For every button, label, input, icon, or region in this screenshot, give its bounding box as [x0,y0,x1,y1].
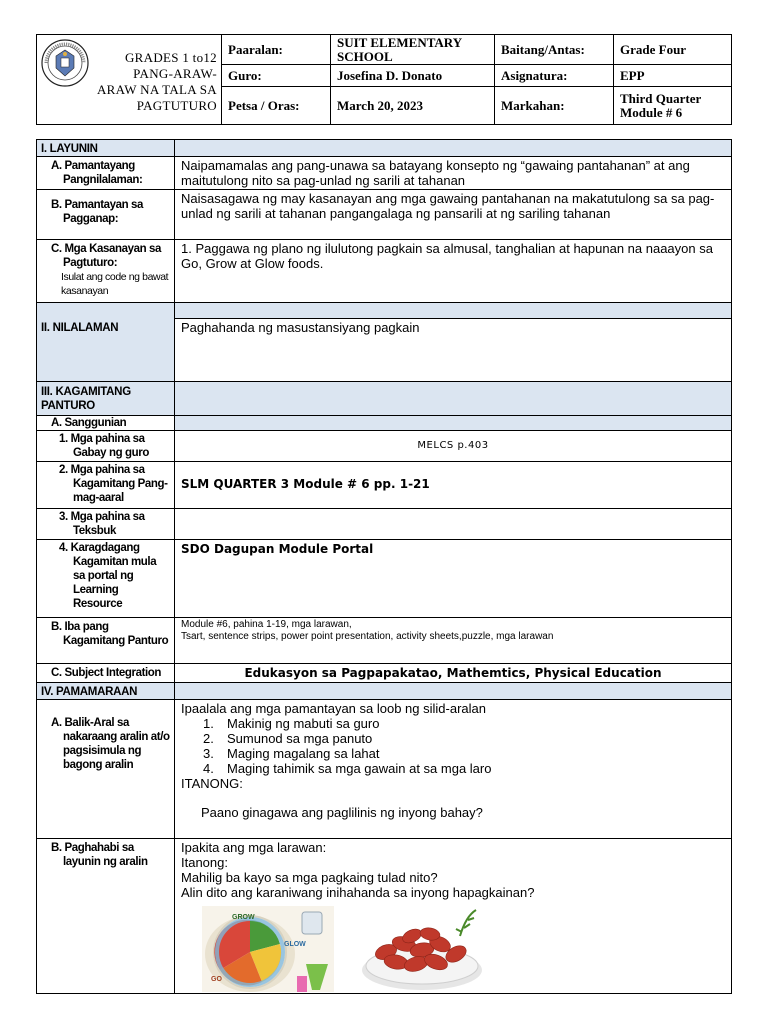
section-row-kagamitan [37,382,731,416]
list-item: 2. Sumunod sa mga panuto [203,731,373,746]
teacher-value: Josefina D. Donato [331,65,495,87]
row-paghahabi [37,839,731,993]
row-pamantayang-pangnilalaman [37,157,731,190]
list-item: 3. Maging magalang sa lahat [203,746,380,761]
section-heading: III. KAGAMITANG PANTURO [37,382,175,415]
school-label: Paaralan: [221,35,331,65]
row-label: A. Pamantayang Pangnilalaman: [37,157,175,189]
content-line: Alin dito ang karaniwang inihahanda sa inyong hapagkainan? [181,885,535,900]
subject-value: EPP [614,65,731,87]
row-content: 1. Paggawa ng plano ng ilulutong pagkain sa almusal, tanghalian at hapunan na naaayon sa Go, Grow at Glow foods. [181,241,713,271]
row-iba-pang-kagamitan [37,618,731,664]
quarter-value: Third Quarter Module # 6 [620,90,702,120]
row-balik-aral [37,700,731,839]
row-label [37,240,175,302]
date-label: Petsa / Oras: [221,87,331,124]
row-teksbuk [37,509,731,540]
row-label: 1. Mga pahina sa Gabay ng guro [37,431,175,461]
row-label: C. Subject Integration [37,664,175,682]
row-content: SDO Dagupan Module Portal [181,542,374,556]
row-label: B. Iba pang Kagamitang Panturo [37,618,175,663]
plate-word: GLOW [284,941,306,948]
section-heading: IV. PAMAMARAAN [37,683,175,699]
deped-seal-icon [40,38,90,88]
row-content: Naisasagawa ng may kasanayan ang mga gawaing pantahanan na makatutulong sa sa pag-unlad ng sarili at tahanan pangangalaga ng pansarili at ng sariling tahanan [181,191,715,221]
content-line: Module #6, pahina 1-19, mga larawan, [181,619,352,630]
row-note: Isulat ang code ng bawat kasanayan [61,271,169,297]
row-pamantayan-pagganap [37,190,731,240]
section-heading: I. LAYUNIN [37,140,175,156]
row-subject-integration [37,664,731,683]
section-heading: II. NILALAMAN [37,303,175,381]
row-content: Paghahanda ng masustansiyang pagkain [181,320,420,335]
list-item: 1. Makinig ng mabuti sa guro [203,716,380,731]
section-row-nilalaman [37,303,731,382]
row-content [175,839,731,993]
row-kagamitang-mag-aaral [37,462,731,509]
grade-label: Baitang/Antas: [495,35,614,65]
hotdogs-image [356,906,492,992]
date-value: March 20, 2023 [331,87,495,124]
content-line: Itanong: [181,855,228,870]
subject-label: Asignatura: [495,65,614,87]
lesson-header [36,34,732,125]
title-line: ARAW NA TALA SA [96,82,217,97]
row-label: 3. Mga pahina sa Teksbuk [37,509,175,539]
title-line: PANG-ARAW- [133,66,217,81]
row-content: Edukasyon sa Pagpapakatao, Mathemtics, Physical Education [244,666,662,680]
title-line: GRADES 1 to12 [124,50,217,65]
list-item: 4. Maging tahimik sa mga gawain at sa mga laro [203,761,492,776]
content-line: Ipakita ang mga larawan: [181,840,327,855]
row-label: B. Paghahabi sa layunin ng aralin [37,839,175,993]
row-label-text: C. Mga Kasanayan sa Pagtuturo: [51,243,162,269]
row-content [175,700,731,838]
plate-word: GO [211,976,222,983]
row-content [175,618,731,663]
row-label: A. Balik-Aral sa nakaraang aralin at/o pagsisimula ng bagong aralin [37,700,175,838]
rules-list [203,716,725,776]
title-line: PAGTUTURO [136,98,217,113]
quarter-label: Markahan: [495,87,614,124]
row-karagdagang-kagamitan [37,540,731,618]
row-gabay-guro [37,431,731,462]
content-line: Paano ginagawa ang paglilinis ng inyong bahay? [201,805,483,820]
content-line: Ipaalala ang mga pamantayan sa loob ng silid-aralan [181,701,486,716]
row-label: 4. Karagdagang Kagamitan mula sa portal ng Learning Resource [37,540,175,617]
row-content: Naipamamalas ang pang-unawa sa batayang konsepto ng “gawaing pantahanan” at ang maitutulong nito sa pag-unlad ng sarili at tahanan [181,158,690,188]
form-title [92,50,217,114]
row-kasanayan [37,240,731,303]
row-label: 2. Mga pahina sa Kagamitang Pang-mag-aaral [37,462,175,508]
content-line: Mahilig ba kayo sa mga pagkaing tulad nito? [181,870,438,885]
grade-value: Grade Four [614,35,731,65]
row-label: B. Pamantayan sa Pagganap: [37,190,175,239]
row-content: MELCS p.403 [417,440,489,451]
section-row-layunin [37,140,731,157]
food-plate-image [202,906,334,992]
teacher-label: Guro: [221,65,331,87]
plate-word: GROW [232,914,255,921]
content-line: ITANONG: [181,776,243,791]
section-row-pamamaraan [37,683,731,700]
school-value: SUIT ELEMENTARY SCHOOL [331,35,495,65]
row-sanggunian [37,416,731,431]
lesson-plan-table [36,139,732,994]
row-label: A. Sanggunian [37,416,175,430]
row-content: SLM QUARTER 3 Module # 6 pp. 1-21 [181,477,430,491]
content-line: Tsart, sentence strips, power point presentation, activity sheets,puzzle, mga larawan [181,631,554,642]
